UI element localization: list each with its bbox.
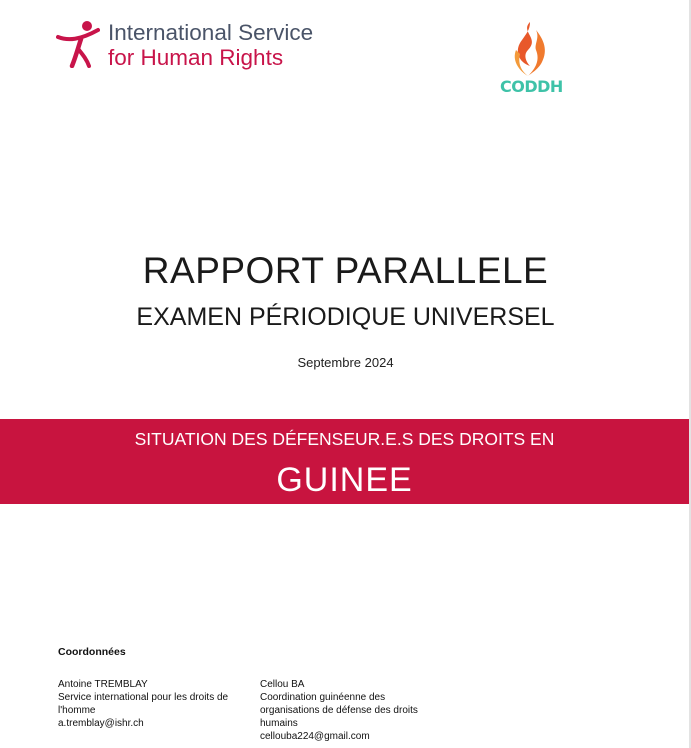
coddh-logo (500, 20, 563, 102)
ishr-logo-line1: International Service (108, 20, 314, 45)
banner-topic-line: SITUATION DES DÉFENSEUR.E.S DES DROITS EN (134, 429, 555, 449)
contact-email[interactable]: a.tremblay@ishr.ch (58, 718, 144, 729)
contact-card (260, 678, 440, 743)
contacts-section (58, 646, 418, 742)
contacts-heading: Coordonnées (58, 646, 126, 658)
contact-name: Cellou BA (260, 679, 305, 690)
report-title: RAPPORT PARALLELE (142, 250, 549, 291)
ishr-logo-line2: for Human Rights (108, 45, 284, 70)
ishr-logo (56, 18, 346, 74)
banner-country: GUINEE (276, 461, 413, 499)
contact-organization: Coordination guinéenne des organisations de défense des droits humains (260, 692, 418, 729)
report-date: Septembre 2024 (297, 355, 394, 370)
contact-organization: Service international pour les droits de l'homme (58, 692, 229, 716)
person-figure-icon (56, 18, 100, 68)
report-subtitle: EXAMEN PÉRIODIQUE UNIVERSEL (136, 303, 555, 331)
flame-icon (506, 20, 554, 78)
contact-card (58, 678, 250, 730)
coddh-logo-text: CODDH (500, 77, 563, 96)
contact-name: Antoine TREMBLAY (58, 679, 148, 690)
topic-banner (0, 419, 689, 504)
ishr-logo-text (108, 20, 313, 70)
contact-email[interactable]: cellouba224@gmail.com (260, 731, 370, 742)
